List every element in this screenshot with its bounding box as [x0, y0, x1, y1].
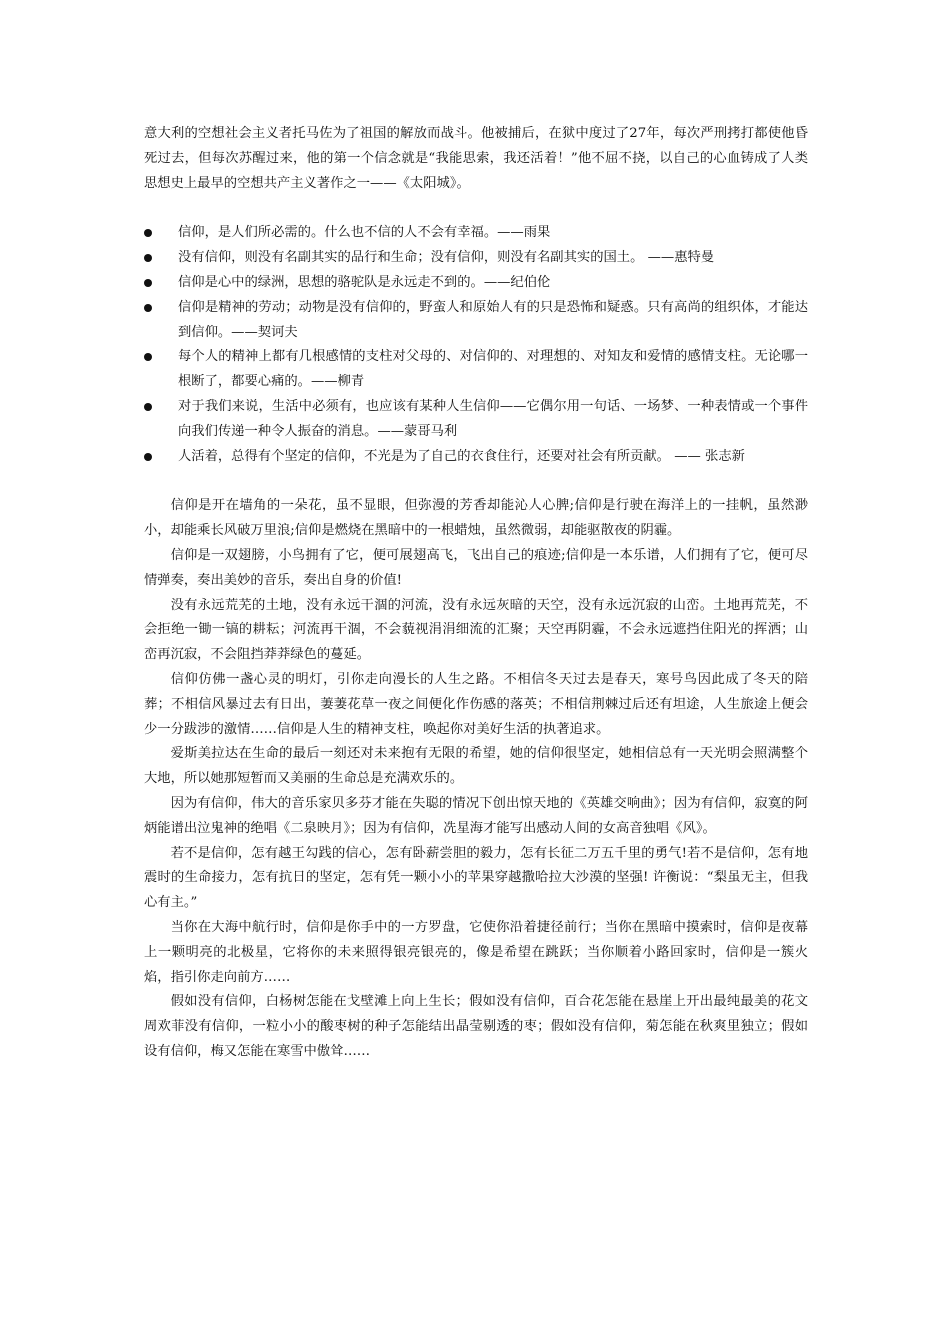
quote-item	[144, 271, 808, 296]
quote-item	[144, 445, 808, 470]
bullet-icon	[144, 353, 152, 361]
essay-paragraph: 没有永远荒芜的土地，没有永远干涸的河流，没有永远灰暗的天空，没有永远沉寂的山峦。土地再荒芜，不会拒绝一锄一镐的耕耘；河流再干涸，不会藐视涓涓细流的汇聚；天空再阴霾，不会永远遮挡住阳光的挥洒；山峦再沉寂，不会阻挡莽莽绿色的蔓延。	[144, 597, 808, 663]
quote-item	[144, 246, 808, 271]
essay-body	[144, 494, 808, 1064]
essay-paragraph: 信仰仿佛一盏心灵的明灯，引你走向漫长的人生之路。不相信冬天过去是春天，寒号鸟因此成了冬天的陪葬；不相信风暴过去有日出，萋萋花草一夜之间便化作伤感的落英；不相信荆棘过后还有坦途，人生旅途上便会少一分跋涉的激情……信仰是人生的精神支柱，唤起你对美好生活的执著追求。	[144, 671, 808, 737]
essay-paragraph: 假如没有信仰，白杨树怎能在戈壁滩上向上生长；假如没有信仰，百合花怎能在悬崖上开出最纯最美的花文周欢菲没有信仰，一粒小小的酸枣树的种子怎能结出晶莹剔透的枣；假如没有信仰，菊怎能在秋爽里独立；假如设有信仰，梅又怎能在寒雪中傲耸……	[144, 994, 808, 1059]
essay-paragraph: 信仰是开在墙角的一朵花，虽不显眼，但弥漫的芳香却能沁人心脾;信仰是行驶在海洋上的一挂帆，虽然渺小，却能乘长风破万里浪;信仰是燃烧在黑暗中的一根蜡烛，虽然微弱，却能驱散夜的阴霾。	[144, 498, 808, 539]
essay-paragraph: 爱斯美拉达在生命的最后一刻还对未来抱有无限的希望，她的信仰很坚定，她相信总有一天光明会照满整个大地，所以她那短暂而又美丽的生命总是充满欢乐的。	[144, 746, 808, 787]
bullet-icon	[144, 403, 152, 411]
quote-item	[144, 296, 808, 346]
quote-item	[144, 221, 808, 246]
bullet-icon	[144, 229, 152, 237]
bullet-icon	[144, 304, 152, 312]
essay-paragraph: 若不是信仰，怎有越王勾践的信心，怎有卧薪尝胆的毅力，怎有长征二万五千里的勇气!若不是信仰，怎有地震时的生命接力，怎有抗日的坚定，怎有凭一颗小小的苹果穿越撒哈拉大沙漠的坚强! 许衡说：“梨虽无主，但我心有主。”	[144, 845, 808, 911]
quote-item	[144, 345, 808, 395]
quote-item	[144, 395, 808, 445]
essay-paragraph: 因为有信仰，伟大的音乐家贝多芬才能在失聪的情况下创出惊天地的《英雄交响曲》；因为有信仰，寂寞的阿炳能谱出泣鬼神的绝唱《二泉映月》；因为有信仰，冼星海才能写出感动人间的女高音独唱《风》。	[144, 795, 808, 836]
quote-list	[144, 221, 808, 469]
quote-text: 每个人的精神上都有几根感情的支柱对父母的、对信仰的、对理想的、对知友和爱情的感情支柱。无论哪一根断了，都要心痛的。——柳青	[178, 349, 808, 390]
intro-paragraph: 意大利的空想社会主义者托马佐为了祖国的解放而战斗。他被捕后，在狱中度过了27年，每次严刑拷打都使他昏死过去，但每次苏醒过来，他的第一个信念就是“我能思索，我还活着！”他不屈不挠，以自己的心血铸成了人类思想史上最早的空想共产主义著作之一——《太阳城》。	[144, 126, 808, 191]
quote-text: 信仰，是人们所必需的。什么也不信的人不会有幸福。——雨果	[178, 225, 551, 241]
bullet-icon	[144, 254, 152, 262]
essay-paragraph: 信仰是一双翅膀，小鸟拥有了它，便可展翅高飞，飞出自己的痕迹;信仰是一本乐谱，人们拥有了它，便可尽情弹奏，奏出美妙的音乐，奏出自身的价值!	[144, 547, 808, 588]
quote-text: 对于我们来说，生活中必须有，也应该有某种人生信仰——它偶尔用一句话、一场梦、一种表情或一个事件向我们传递一种令人振奋的消息。——蒙哥马利	[178, 398, 808, 439]
quote-text: 没有信仰，则没有名副其实的品行和生命；没有信仰，则没有名副其实的国土。 ——惠特曼	[178, 250, 715, 266]
essay-paragraph: 当你在大海中航行时，信仰是你手中的一方罗盘，它使你沿着捷径前行；当你在黑暗中摸索时，信仰是夜幕上一颗明亮的北极星，它将你的未来照得银亮银亮的，像是希望在跳跃；当你顺着小路回家时，信仰是一簇火焰，指引你走向前方……	[144, 919, 808, 985]
bullet-icon	[144, 453, 152, 461]
document-page	[144, 122, 808, 1065]
quote-text: 信仰是心中的绿洲，思想的骆驼队是永远走不到的。——纪伯伦	[178, 274, 551, 290]
quote-text: 人活着，总得有个坚定的信仰，不光是为了自己的衣食住行，还要对社会有所贡献。 —— 张志新	[178, 448, 745, 464]
bullet-icon	[144, 279, 152, 287]
quote-text: 信仰是精神的劳动；动物是没有信仰的，野蛮人和原始人有的只是恐怖和疑惑。只有高尚的组织体，才能达到信仰。——契诃夫	[178, 299, 808, 340]
